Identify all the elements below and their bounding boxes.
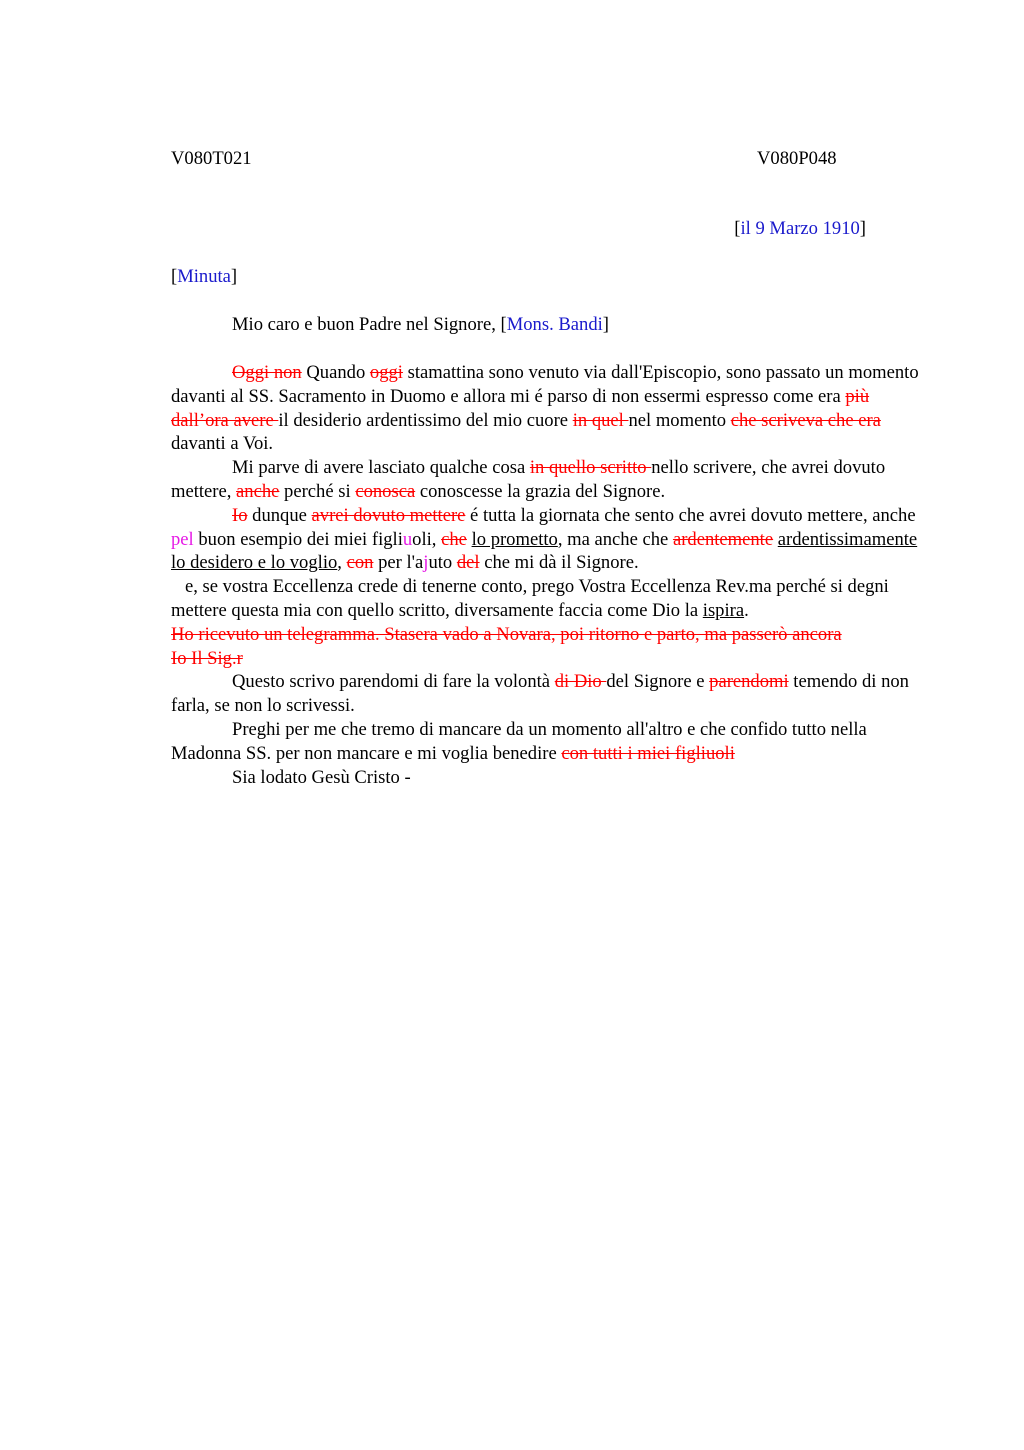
text: il desiderio ardentissimo del mio cuore <box>278 409 573 431</box>
closing-line <box>171 766 931 790</box>
text: Sia lodato Gesù Cristo - <box>232 766 411 788</box>
deleted-text: Ho ricevuto un telegramma. Stasera vado a Novara, poi ritorno e parto, ma passerò ancora <box>171 623 842 645</box>
minuta-label <box>171 265 237 289</box>
text: per l'a <box>373 552 424 574</box>
text: conoscesse la grazia del Signore. <box>415 480 666 502</box>
text: buon esempio dei miei figli <box>193 528 403 550</box>
text: che mi dà il Signore. <box>479 552 639 574</box>
text: , <box>337 552 347 574</box>
deleted-text: ardentemente <box>672 528 774 550</box>
deleted-text: in quel <box>572 409 629 431</box>
deleted-text: avrei dovuto mettere <box>311 504 466 526</box>
text: Preghi per me che tremo di mancare da un momento all'altro e che confido tutto nella Madonna SS. per non mancare e mi voglia benedire <box>171 718 867 764</box>
deleted-text: Io <box>232 504 248 526</box>
bracket-open: [ <box>500 314 507 335</box>
correction-text: u <box>402 528 413 550</box>
paragraph-3 <box>171 504 931 575</box>
bracket-close: ] <box>230 266 238 287</box>
letter-body <box>171 361 931 789</box>
text: Mi parve di avere lasciato qualche cosa <box>232 457 530 479</box>
deleted-text: con tutti i miei figliuoli <box>561 742 735 764</box>
date-text: il 9 Marzo 1910 <box>740 218 860 239</box>
recipient-name: Mons. Bandi <box>506 314 603 335</box>
text: é tutta la giornata che sento che avrei dovuto mettere, anche <box>465 504 916 526</box>
text: oli, <box>412 528 442 550</box>
text: . <box>744 599 749 621</box>
deleted-text: conosca <box>355 480 416 502</box>
underlined-text: ispira <box>702 599 745 621</box>
deleted-text: del <box>456 552 480 574</box>
bracket-open: [ <box>171 266 178 287</box>
text: del Signore e <box>606 671 710 693</box>
text: perché si <box>279 480 356 502</box>
deleted-text: parendomi <box>709 671 789 693</box>
text: dunque <box>247 504 312 526</box>
paragraph-2 <box>171 456 931 504</box>
text: nel momento <box>628 409 731 431</box>
minuta-text: Minuta <box>177 266 231 287</box>
document-code-left: V080T021 <box>171 148 252 169</box>
text: temendo di non farla, se non lo scrivessi. <box>171 671 909 717</box>
correction-text: j <box>423 552 429 574</box>
bracket-close: ] <box>602 314 609 335</box>
deleted-text: con <box>346 552 374 574</box>
text: Questo scrivo parendomi di fare la volontà <box>232 671 555 693</box>
text: e, se vostra Eccellenza crede di tenerne conto, prego Vostra Eccellenza Rev.ma perché si degni mettere questa mia con quello scritto, diversamente faccia come Dio la <box>171 576 889 621</box>
text: davanti a Voi. <box>171 433 274 455</box>
bracket-open: [ <box>734 218 741 239</box>
text: nello scrivere, che avrei dovuto mettere, <box>171 457 886 502</box>
letter-date <box>0 217 866 241</box>
deleted-text: anche <box>236 480 280 502</box>
deleted-text: oggi <box>369 362 403 383</box>
deleted-text: che <box>441 528 467 550</box>
deleted-text: più dall’ora avere <box>171 385 870 431</box>
text: , ma anche che <box>557 528 673 550</box>
correction-text: pel <box>171 528 194 550</box>
paragraph-1 <box>171 361 931 456</box>
text: Quando <box>301 362 370 383</box>
deleted-text: Io Il Sig.r <box>171 647 243 669</box>
document-code-right: V080P048 <box>757 148 837 169</box>
paragraph-7 <box>171 718 931 766</box>
text: stamattina sono venuto via dall'Episcopio, sono passato un momento davanti al SS. Sacramento in Duomo e allora mi é parso di non essermi espresso come era <box>171 362 919 407</box>
deleted-text: di Dio <box>554 671 607 693</box>
paragraph-5-deleted <box>171 623 931 671</box>
deleted-text: Oggi non <box>232 362 302 383</box>
salutation <box>232 313 609 337</box>
paragraph-4 <box>171 575 931 623</box>
paragraph-6 <box>171 670 931 718</box>
bracket-close: ] <box>859 218 866 239</box>
salutation-text: Mio caro e buon Padre nel Signore, <box>232 314 501 335</box>
deleted-text: che scriveva che era <box>730 409 881 431</box>
deleted-text: in quello scritto <box>529 457 652 479</box>
text: uto <box>428 552 457 574</box>
underlined-text: lo prometto <box>471 528 558 550</box>
underlined-text: ardentissimamente lo desidero e lo voglio <box>171 528 918 574</box>
